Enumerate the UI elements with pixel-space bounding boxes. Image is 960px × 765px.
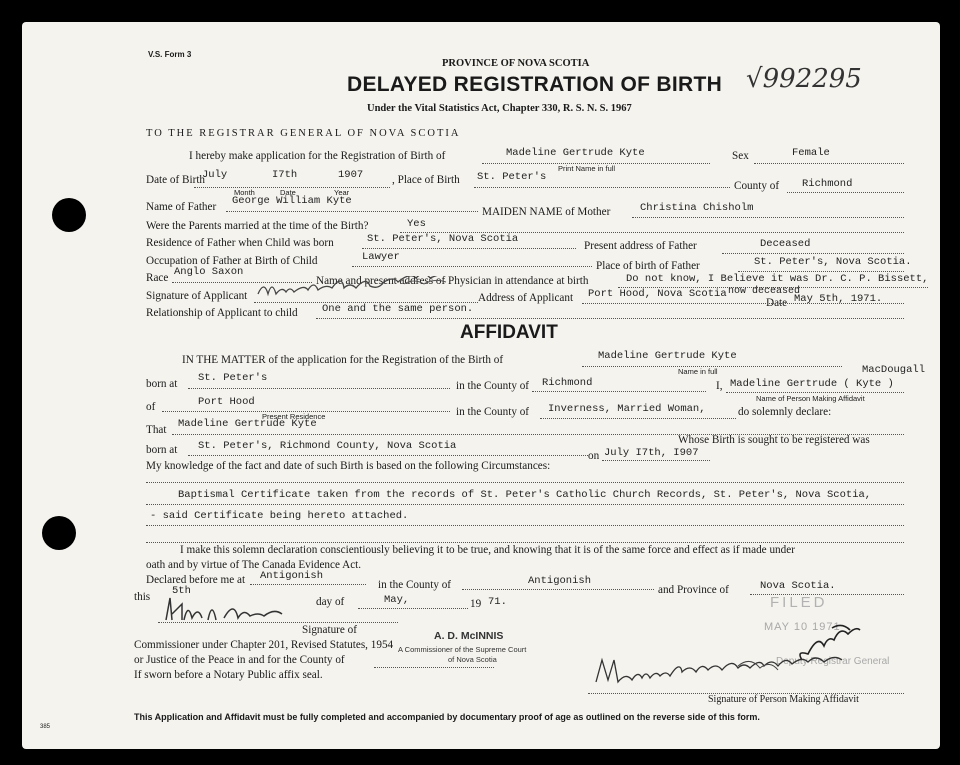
label-matter: IN THE MATTER of the application for the Registration of the Birth of — [182, 354, 504, 366]
affiant-county: Inverness, Married Woman, — [548, 403, 706, 415]
child-name: Madeline Gertrude Kyte — [506, 147, 645, 159]
label-whose-birth: Whose Birth is sought to be registered was — [678, 434, 870, 446]
registrar-stamp: Deputy Registrar General — [776, 656, 890, 667]
place-birth: St. Peter's — [477, 171, 547, 183]
label-pob-father: Place of birth of Father — [596, 260, 700, 272]
stamp-line-2: of Nova Scotia — [448, 655, 497, 664]
now-deceased-note: now deceased — [728, 286, 801, 297]
commissioner-line-3: If sworn before a Notary Public affix seal. — [134, 669, 323, 681]
father-residence: St. Peter's, Nova Scotia — [367, 233, 519, 245]
dob-year: 1907 — [338, 169, 364, 181]
label-dob: Date of Birth — [146, 174, 206, 186]
form-title: DELAYED REGISTRATION OF BIRTH — [347, 73, 723, 96]
physician: Do not know, I Believe it was Dr. C. P. Bissett, — [626, 273, 929, 285]
filed-date-stamp: MAY 10 1971 — [764, 621, 841, 633]
document-page — [22, 22, 940, 749]
affiant-surname: MacDougall — [862, 364, 926, 376]
parents-married: Yes — [407, 218, 426, 230]
label-place-birth: , Place of Birth — [392, 174, 460, 186]
affidavit-born-at: St. Peter's — [198, 372, 268, 384]
label-born-at-2: born at — [146, 444, 178, 456]
year-prefix: 19 — [470, 598, 482, 610]
label-on: on — [588, 450, 600, 462]
label-knowledge: My knowledge of the fact and date of such Birth is based on the following Circumstances: — [146, 460, 551, 472]
label-this: this — [134, 591, 151, 603]
declaration-line-2: oath and by virtue of The Canada Evidence Act. — [146, 559, 362, 571]
registrar-address: TO THE REGISTRAR GENERAL OF NOVA SCOTIA — [146, 128, 461, 139]
father-name: George William Kyte — [232, 195, 352, 207]
child-sex: Female — [792, 147, 830, 159]
label-of: of — [146, 401, 156, 413]
declared-county: Antigonish — [528, 575, 592, 587]
label-that: That — [146, 424, 167, 436]
label-race: Race — [146, 272, 169, 284]
affiant-residence: Port Hood — [198, 396, 255, 408]
race: Anglo Saxon — [174, 266, 244, 278]
declared-province: Nova Scotia. — [760, 580, 836, 592]
form-number: V.S. Form 3 — [148, 50, 192, 59]
application-date: May 5th, 1971. — [794, 293, 883, 305]
label-sig-applicant: Signature of Applicant — [146, 290, 248, 302]
county: Richmond — [802, 178, 853, 190]
father-birthplace: St. Peter's, Nova Scotia. — [754, 256, 912, 268]
label-date: Date — [280, 188, 296, 197]
commissioner-line-2: or Justice of the Peace in and for the County of — [134, 654, 345, 666]
label-print-name: Print Name in full — [558, 164, 616, 173]
declared-day: 5th — [172, 585, 191, 597]
affiant-name: Madeline Gertrude ( Kyte ) — [730, 378, 894, 390]
commissioner-line-1: Commissioner under Chapter 201, Revised Statutes, 1954 — [134, 639, 394, 651]
label-province: and Province of — [658, 584, 729, 596]
label-declared-at: Declared before me at — [146, 574, 246, 586]
label-signature-of: Signature of — [302, 624, 357, 636]
label-sex: Sex — [732, 150, 749, 162]
declared-year: 71. — [488, 596, 507, 608]
label-name-full: Name in full — [678, 367, 718, 376]
label-in-county-3: in the County of — [378, 579, 452, 591]
label-person-affidavit: Name of Person Making Affidavit — [756, 394, 865, 403]
declared-at: Antigonish — [260, 570, 324, 582]
filed-stamp: FILED — [770, 594, 828, 611]
relationship: One and the same person. — [322, 303, 474, 315]
label-physician: Name and present address of Physician in attendance at birth — [316, 275, 589, 287]
label-in-county: in the County of — [456, 380, 530, 392]
affidavit-county: Richmond — [542, 377, 593, 389]
born-at-2: St. Peter's, Richmond County, Nova Scotia — [198, 440, 457, 452]
declared-month: May, — [384, 594, 410, 606]
label-day-of: day of — [316, 596, 345, 608]
applicant-address: Port Hood, Nova Scotia — [588, 288, 727, 300]
punch-hole — [52, 198, 86, 232]
label-apply: I hereby make application for the Registration of Birth of — [189, 150, 446, 162]
birth-date-2: July I7th, I907 — [604, 447, 699, 459]
footer-note: This Application and Affidavit must be fully completed and accompanied by documentary proof of age as outlined on the reverse side of this form. — [134, 712, 760, 722]
label-sig-person: Signature of Person Making Affidavit — [708, 694, 859, 705]
label-maiden: MAIDEN NAME of Mother — [482, 206, 611, 218]
province-heading: PROVINCE OF NOVA SCOTIA — [442, 58, 590, 69]
that-name: Madeline Gertrude Kyte — [178, 418, 317, 430]
label-present-residence: Present Residence — [262, 412, 326, 421]
affiant-signature — [588, 652, 888, 694]
dob-month: July — [202, 169, 228, 181]
label-present-father: Present address of Father — [584, 240, 697, 252]
father-present: Deceased — [760, 238, 811, 250]
label-relationship: Relationship of Applicant to child — [146, 307, 298, 319]
label-county: County of — [734, 180, 780, 192]
label-in-county-2: in the County of — [456, 406, 530, 418]
dob-date: I7th — [272, 169, 298, 181]
label-month: Month — [234, 188, 255, 197]
form-subtitle: Under the Vital Statistics Act, Chapter 330, R. S. N. S. 1967 — [367, 103, 632, 114]
corner-number: 385 — [40, 724, 51, 730]
affidavit-title: AFFIDAVIT — [460, 322, 558, 343]
label-res-father: Residence of Father when Child was born — [146, 237, 334, 249]
label-i: I, — [716, 380, 723, 392]
stamp-name: A. D. McINNIS — [434, 630, 504, 642]
label-addr-applicant: Address of Applicant — [478, 292, 574, 304]
stamp-line-1: A Commissioner of the Supreme Court — [398, 645, 527, 654]
label-married: Were the Parents married at the time of the Birth? — [146, 220, 369, 232]
punch-hole — [42, 516, 76, 550]
label-born-at: born at — [146, 378, 178, 390]
registration-number: √992295 — [746, 64, 862, 94]
father-occupation: Lawyer — [362, 251, 400, 263]
label-father: Name of Father — [146, 201, 217, 213]
mother-name: Christina Chisholm — [640, 202, 754, 214]
label-year: Year — [334, 188, 350, 197]
label-date-applied: Date — [766, 297, 788, 309]
label-occupation: Occupation of Father at Birth of Child — [146, 255, 318, 267]
label-declare: do solemnly declare: — [738, 406, 832, 418]
applicant-signature — [254, 276, 484, 302]
circumstance-line-2: - said Certificate being hereto attached. — [150, 510, 409, 522]
circumstance-line-1: Baptismal Certificate taken from the records of St. Peter's Catholic Church Records, St. Peter's, Nova Scotia, — [178, 489, 872, 501]
affidavit-name: Madeline Gertrude Kyte — [598, 350, 737, 362]
declaration-line-1: I make this solemn declaration conscientiously believing it to be true, and knowing that it is of the same force and effect as if made under — [180, 544, 795, 556]
